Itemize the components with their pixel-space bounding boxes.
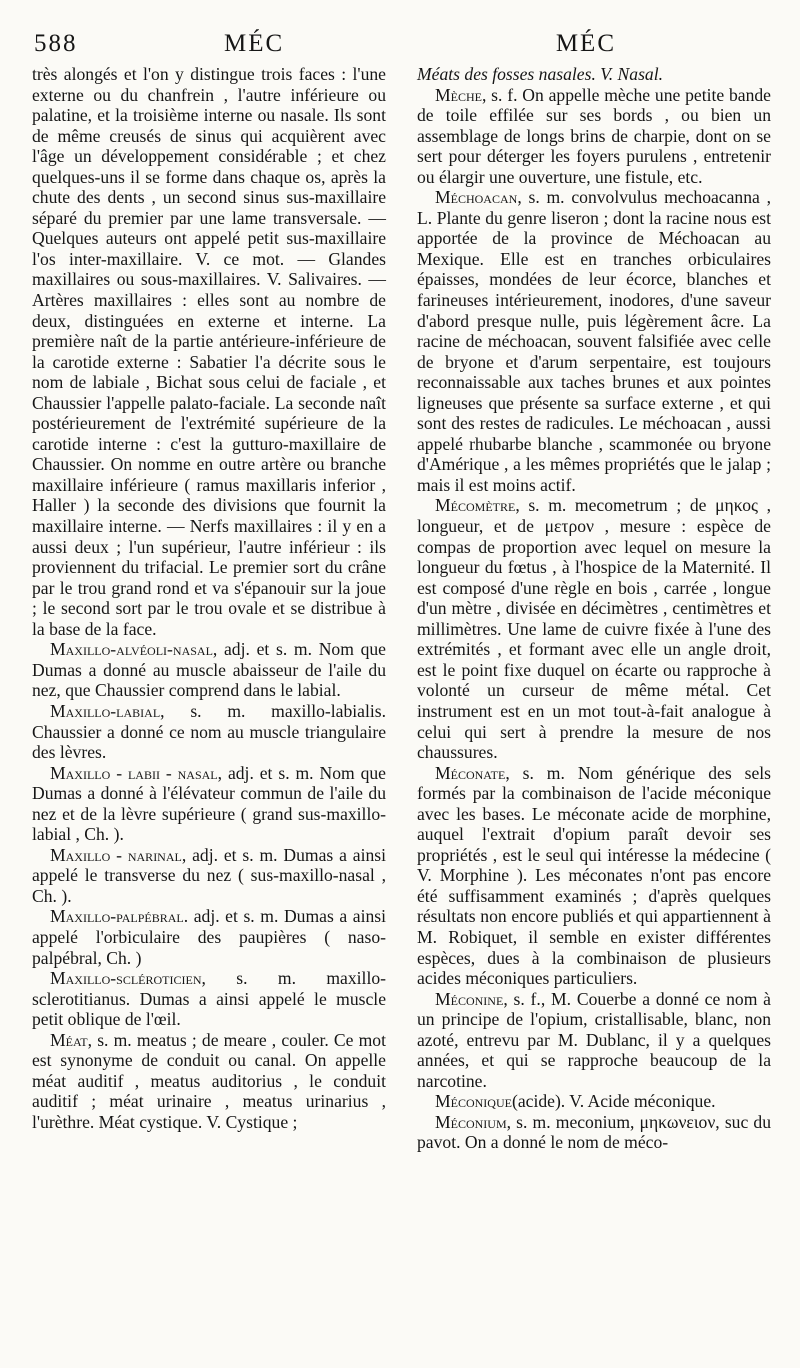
headword: Maxillo-palpébral — [50, 906, 184, 927]
headword: Méconine — [435, 988, 504, 1009]
right-entry-1 — [417, 85, 771, 188]
entry-text: très alongés et l'on y distingue trois faces : l'une externe ou du chanfrein , l'autre inférieure ou palatine, et la troisième interne ou nasale. Ils sont de même creusés de sinus qui acquièrent avec l'âge un développement considérable ; et chez quelques-uns il se forme dans chaque os, après la chute des dents , un second sinus sus-maxillaire séparé du premier par une lame transversale. — Quelques auteurs ont appelé petit sus-maxillaire l'os inter-maxillaire. V. ce mot. — Glandes maxillaires ou sous-maxillaires. V. Salivaires. — Artères maxillaires : elles sont au nombre de deux, distinguées en externe et interne. La première naît de la partie antérieure-inférieure de la carotide externe : Sabatier l'a décrite sous le nom de labiale , Bichat sous celui de faciale , et Chaussier l'appelle palato-faciale. La seconde naît postérieurement de l'extrémité supérieure de la carotide interne : c'est la gutturo-maxillaire de Chaussier. On nomme en outre artère ou branche maxillaire inférieure ( ramus maxillaris inferior , Haller ) la seconde des divisions que fournit la maxillaire interne. — Nerfs maxillaires : il y en a aussi deux ; l'un supérieur, l'autre inférieur : ils proviennent du trifacial. Le premier sort du crâne par le trou grand rond et va s'épanouir sur la joue ; le second sort par le trou ovale et se distribue à la base de la face. — [32, 64, 386, 639]
right-entry-3 — [417, 495, 771, 762]
headword: Méconique — [435, 1091, 512, 1112]
left-entry-4 — [32, 845, 386, 907]
running-head-right: MÉC — [555, 30, 616, 57]
right-entry-0 — [417, 64, 771, 85]
left-entry-2 — [32, 701, 386, 763]
headword: Maxillo-labial — [50, 700, 161, 721]
headword: Mèche — [435, 84, 482, 105]
entry-text: , s. m. maxillo-sclerotitianus. Dumas a ainsi appelé le muscle petit oblique de l'œil. — [32, 968, 386, 1030]
entry-text: , s. m. mecometrum ; de μηκος , longueur, et de μετρον , mesure : espèce de compas de proportion avec lequel on mesure la longueur du fœtus , à l'hospice de la Maternité. Il est composé d'une règle en bois , carrée , longue d'un mètre , divisée en décimètres , centimètres et millimètres. Une lame de cuivre fixée à l'une des extrémités , et formant avec elle un angle droit, est le point fixe duquel on écarte ou rapproche à volonté un curseur de même métal. Cet instrument est en un mot tout-à-fait analogue à celui qui sert à prendre la mesure de nos chaussures. — [417, 495, 771, 763]
right-entry-6 — [417, 1091, 771, 1112]
headword: Méconate — [435, 762, 506, 783]
entry-text: , adj. et s. m. Dumas a ainsi appelé le transverse du nez ( sus-maxillo-nasal , Ch. ). — [32, 844, 386, 906]
headword: Maxillo-alvéoli-nasal — [50, 639, 213, 660]
entry-text: , adj. et s. m. Nom que Dumas a donné à l'élévateur commun de l'aile du nez et de la lèvre supérieure ( grand sus-maxillo-labial , Ch. ). — [32, 762, 386, 845]
headword: Maxillo-scléroticien — [50, 968, 202, 989]
headword: Maxillo - labii - nasal — [50, 762, 218, 783]
page-header — [34, 30, 770, 68]
right-column — [417, 64, 771, 1153]
right-entry-7 — [417, 1112, 771, 1153]
entry-text: , adj. et s. m. Nom que Dumas a donné au muscle abaisseur de l'aile du nez, que Chaussier comprend dans le labial. — [32, 639, 386, 701]
entry-text: , s. m. Nom générique des sels formés par la combinaison de l'acide méconique avec les bases. Le méconate acide de morphine, auquel l'extrait d'opium paraît devoir ses propriétés , est le seul qui intéresse la médecine ( V. Morphine ). Les méconates n'ont pas encore été suffisamment examinés ; d'après quelques résultats non encore publiés et qui appartiennent à M. Robiquet, il semble en exister différentes espèces, dues à la combinaison de plusieurs acides méconiques particuliers. — [417, 762, 771, 989]
entry-text: , s. m. convolvulus mechoacanna , L. Plante du genre liseron ; dont la racine nous est apportée de la province de Méchoacan au Mexique. Elle est en tranches orbiculaires épaisses, mondées de leur écorce, blanches et farineuses intérieurement, inodores, d'une saveur d'abord presque nulle, puis légèrement âcre. La racine de méchoacan, souvent falsifiée avec celle de bryone et d'arum serpentaire, est toujours reconnaissable aux taches brunes et aux pointes ligneuses que présente sa surface externe , et qui sont des restes de radicules. Le méchoacan , aussi appelé rhubarbe blanche , scammonée ou bryone d'Amérique , a les mêmes propriétés que le jalap ; mais il est moins actif. — [417, 187, 771, 495]
left-column — [32, 64, 386, 1132]
entry-text: . adj. et s. m. Dumas a ainsi appelé l'orbiculaire des paupières ( naso-palpébral, Ch. ) — [32, 906, 386, 968]
left-entry-5 — [32, 906, 386, 968]
entry-text: , s. f., M. Couerbe a donné ce nom à un principe de l'opium, cristallisable, blanc, non azoté, entrevu par M. Dublanc, il y a quelques années, et qui se rapproche beaucoup de la narcotine. — [417, 988, 771, 1091]
entry-text: , s. m. maxillo-labialis. Chaussier a donné ce nom au muscle triangulaire des lèvres. — [32, 700, 386, 763]
left-entry-3 — [32, 763, 386, 845]
running-head-left: MÉC — [224, 30, 285, 57]
left-entry-1 — [32, 639, 386, 701]
right-entry-5 — [417, 989, 771, 1092]
left-entry-7 — [32, 1030, 386, 1133]
left-entry-6 — [32, 968, 386, 1030]
headword: Méconium — [435, 1111, 507, 1132]
entry-text: (acide). V. Acide méconique. — [511, 1091, 716, 1112]
headword: Maxillo - narinal — [50, 844, 182, 865]
entry-text: , s. m. meconium, μηκωνειον, suc du pavot. On a donné le nom de méco- — [417, 1111, 771, 1153]
page-number: 588 — [34, 30, 78, 57]
right-entry-2 — [417, 187, 771, 495]
entry-text: Méats des fosses nasales. V. Nasal. — [417, 64, 663, 84]
left-entry-0 — [32, 64, 386, 639]
headword: Méchoacan — [435, 187, 518, 208]
headword: Méat — [50, 1029, 88, 1050]
entry-text: , s. f. On appelle mèche une petite bande de toile effilée sur ses bords , ou bien un assemblage de longs brins de charpie, dont on se sert pour déterger les foyers purulens , entretenir ou élargir une ouverture, une fistule, etc. — [417, 84, 771, 187]
right-entry-4 — [417, 763, 771, 989]
entry-text: , s. m. meatus ; de meare , couler. Ce mot est synonyme de conduit ou canal. On appelle méat auditif , meatus auditorius , le conduit auditif ; méat urinaire , meatus urinarius , l'urèthre. Méat cystique. V. Cystique ; — [32, 1029, 386, 1132]
headword: Mécomètre — [435, 495, 516, 516]
